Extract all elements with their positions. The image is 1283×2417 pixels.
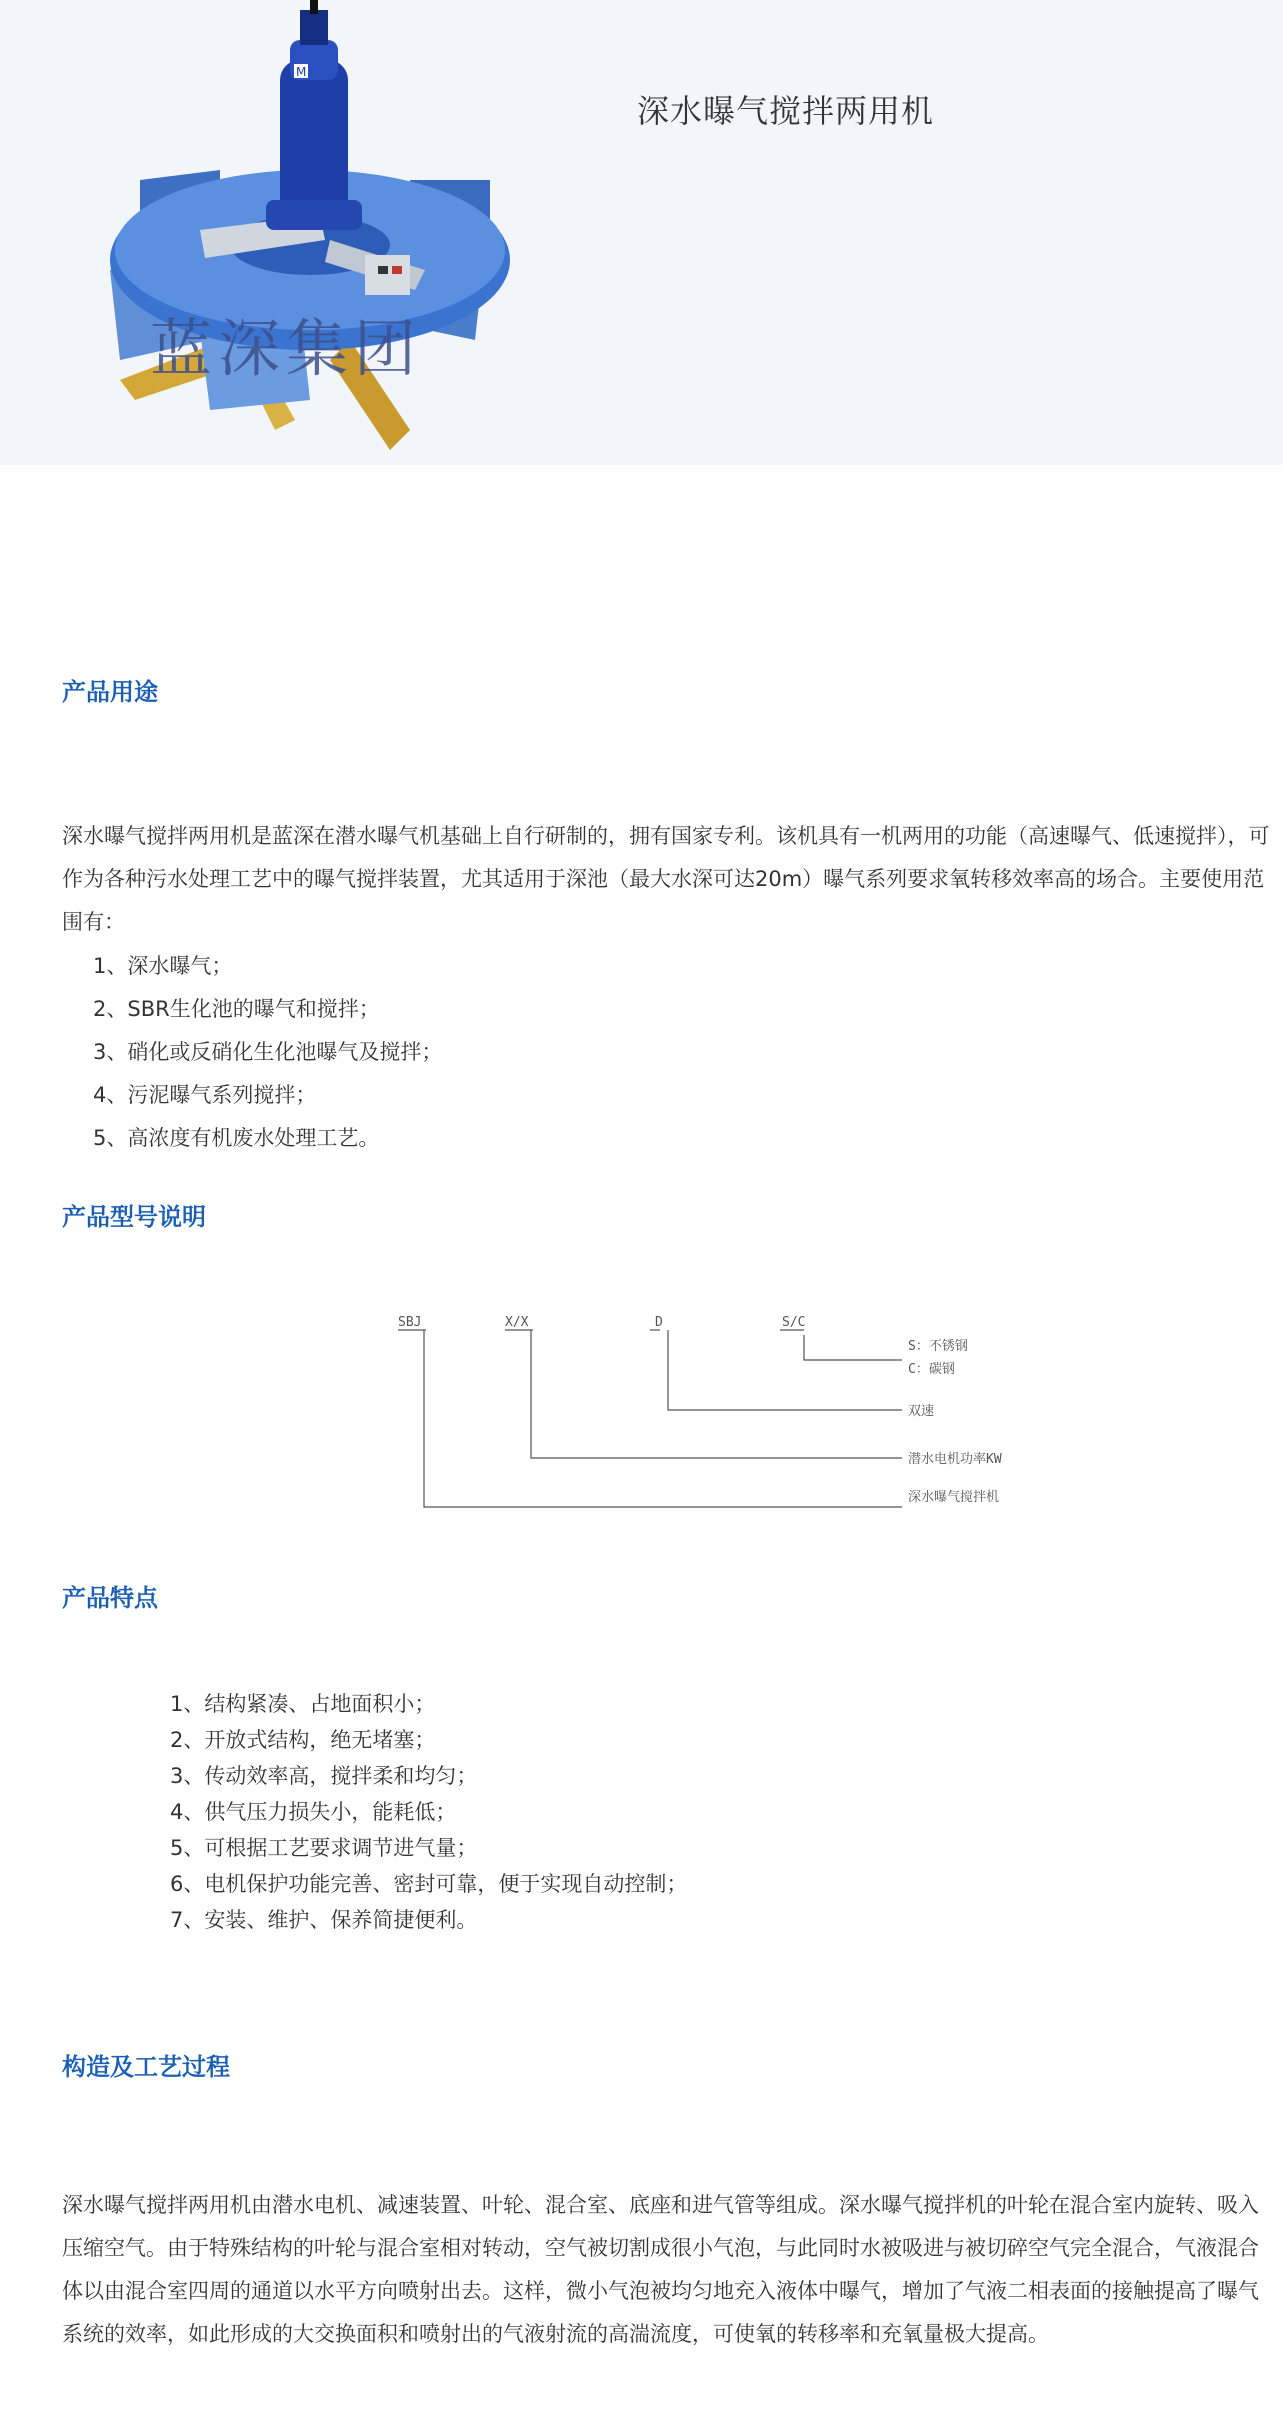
list-item: 4、供气压力损失小，能耗低；	[170, 1800, 457, 1824]
model-code-diagram	[390, 1310, 1040, 1515]
label-carbon: C：碳钢	[908, 1362, 955, 1377]
label-motor-power: 潜水电机功率KW	[908, 1452, 1002, 1467]
section-title-features: 产品特点	[62, 1584, 158, 1612]
list-item: 2、SBR生化池的曝气和搅拌；	[93, 997, 380, 1021]
structure-paragraph: 深水曝气搅拌两用机由潜水电机、减速装置、叶轮、混合室、底座和进气管等组成。深水曝气搅拌机的叶轮在混合室内旋转、吸入压缩空气。由于特殊结构的叶轮与混合室相对转动，空气被切割成很小气泡，与此同时水被吸进与被切碎空气完全混合，气液混合体以由混合室四周的通道以水平方向喷射出去。这样，微小气泡被均匀地充入液体中曝气，增加了气液二相表面的接触提高了曝气系统的效率，如此形成的大交换面积和喷射出的气液射流的高湍流度，可使氧的转移率和充氧量极大提高。	[62, 2193, 1259, 2346]
features-list	[170, 1686, 687, 1938]
list-item: 5、高浓度有机废水处理工艺。	[93, 1126, 380, 1150]
list-item: 1、结构紧凑、占地面积小；	[170, 1692, 436, 1716]
brand-watermark: 蓝深集团	[150, 312, 423, 385]
list-item: 7、安装、维护、保养简捷便利。	[170, 1908, 478, 1932]
section-title-structure: 构造及工艺过程	[62, 2053, 230, 2081]
product-image	[80, 0, 520, 465]
product-title: 深水曝气搅拌两用机	[637, 92, 935, 130]
motor-badge: M	[296, 65, 307, 79]
code-xx: X/X	[505, 1315, 529, 1330]
list-item: 6、电机保护功能完善、密封可靠，便于实现自动控制；	[170, 1872, 688, 1896]
list-item: 2、开放式结构，绝无堵塞；	[170, 1728, 436, 1752]
code-sbj: SBJ	[398, 1315, 422, 1330]
label-machine: 深水曝气搅拌机	[908, 1490, 1000, 1505]
usage-list	[93, 945, 442, 1160]
list-item: 4、污泥曝气系列搅拌；	[93, 1083, 317, 1107]
section-title-usage: 产品用途	[62, 678, 158, 706]
label-stainless: S：不锈钢	[908, 1339, 968, 1354]
hero-banner	[0, 0, 1283, 465]
label-dual-speed: 双速	[908, 1404, 935, 1419]
code-d: D	[655, 1315, 663, 1330]
list-item: 3、硝化或反硝化生化池曝气及搅拌；	[93, 1040, 443, 1064]
list-item: 5、可根据工艺要求调节进气量；	[170, 1836, 478, 1860]
list-item: 1、深水曝气；	[93, 954, 233, 978]
usage-paragraph: 深水曝气搅拌两用机是蓝深在潜水曝气机基础上自行研制的，拥有国家专利。该机具有一机两用的功能（高速曝气、低速搅拌），可作为各种污水处理工艺中的曝气搅拌装置，尤其适用于深池（最大水深可达20m）曝气系列要求氧转移效率高的场合。主要使用范围有：	[62, 824, 1270, 934]
section-title-model: 产品型号说明	[62, 1203, 206, 1231]
list-item: 3、传动效率高，搅拌柔和均匀；	[170, 1764, 478, 1788]
code-sc: S/C	[782, 1315, 806, 1330]
